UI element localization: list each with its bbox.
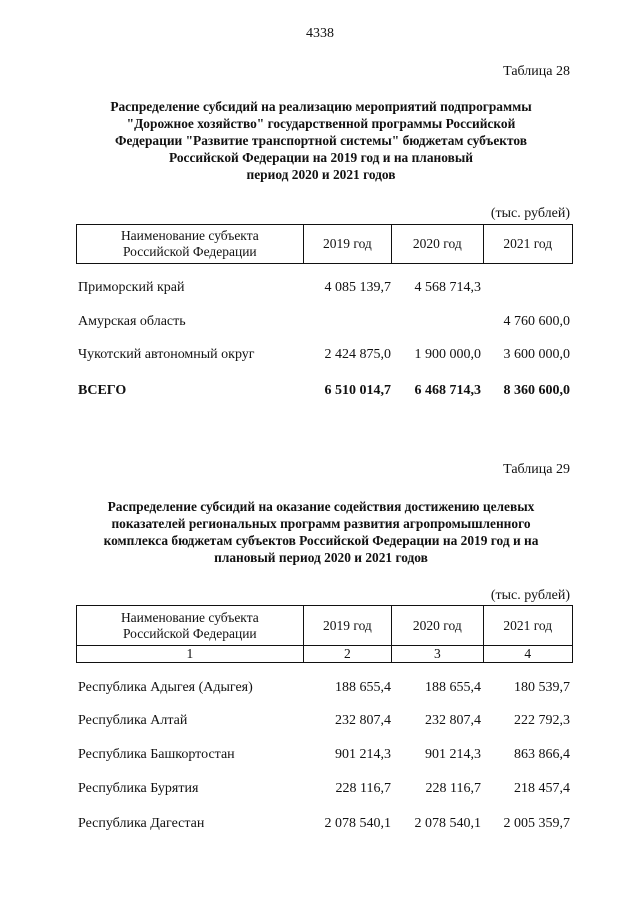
row-value-2020: 4 568 714,3 bbox=[414, 280, 481, 295]
table-29-title bbox=[70, 498, 572, 566]
title-line: комплекса бюджетам субъектов Российской Федерации на 2019 год и на bbox=[103, 533, 539, 548]
header-2019: 2019 год bbox=[303, 225, 391, 264]
col-number: 4 bbox=[483, 646, 572, 663]
row-value-2021: 863 866,4 bbox=[514, 747, 570, 762]
table-29-units: (тыс. рублей) bbox=[490, 588, 570, 603]
table-28-units: (тыс. рублей) bbox=[490, 206, 570, 221]
page-number: 4338 bbox=[306, 26, 334, 41]
header-2020: 2020 год bbox=[392, 225, 483, 264]
table-28-label: Таблица 28 bbox=[503, 64, 570, 79]
title-line: плановый период 2020 и 2021 годов bbox=[214, 550, 428, 565]
table-29-header bbox=[76, 605, 573, 663]
row-value-2021: 180 539,7 bbox=[514, 680, 570, 695]
row-name: Республика Дагестан bbox=[78, 816, 205, 831]
row-name: Республика Бурятия bbox=[78, 781, 199, 796]
header-2021: 2021 год bbox=[483, 606, 572, 646]
row-value-2019: 2 078 540,1 bbox=[324, 816, 391, 831]
row-value-2019: 228 116,7 bbox=[335, 781, 391, 796]
title-line: Распределение субсидий на оказание содействия достижению целевых bbox=[107, 499, 535, 514]
title-line: Распределение субсидий на реализацию мероприятий подпрограммы bbox=[110, 99, 532, 114]
row-name: Республика Башкортостан bbox=[78, 747, 235, 762]
row-value-2020: 901 214,3 bbox=[425, 747, 481, 762]
title-line: период 2020 и 2021 годов bbox=[246, 167, 396, 182]
table-28-title bbox=[70, 98, 572, 183]
total-value-2021: 8 360 600,0 bbox=[503, 383, 570, 398]
table-row bbox=[78, 747, 572, 765]
row-value-2020: 1 900 000,0 bbox=[414, 347, 481, 362]
header-name-line: Наименование субъекта bbox=[120, 228, 259, 243]
title-line: Российской Федерации на 2019 год и на плановый bbox=[168, 150, 473, 165]
row-name: Республика Адыгея (Адыгея) bbox=[78, 680, 253, 695]
total-value-2019: 6 510 014,7 bbox=[324, 383, 391, 398]
table-29-label: Таблица 29 bbox=[503, 462, 570, 477]
header-name-line: Российской Федерации bbox=[123, 625, 257, 641]
row-value-2021: 2 005 359,7 bbox=[503, 816, 570, 831]
row-value-2020: 232 807,4 bbox=[425, 713, 481, 728]
table-row bbox=[78, 816, 572, 834]
table-row bbox=[78, 314, 572, 332]
row-value-2021: 3 600 000,0 bbox=[503, 347, 570, 362]
row-name: Чукотский автономный округ bbox=[78, 347, 255, 362]
row-value-2019: 188 655,4 bbox=[335, 680, 391, 695]
header-2019: 2019 год bbox=[303, 606, 391, 646]
row-value-2020: 2 078 540,1 bbox=[414, 816, 481, 831]
row-value-2020: 228 116,7 bbox=[425, 781, 481, 796]
row-value-2019: 4 085 139,7 bbox=[324, 280, 391, 295]
table-row bbox=[78, 781, 572, 799]
row-name: Республика Алтай bbox=[78, 713, 188, 728]
table-row bbox=[78, 280, 572, 298]
col-number: 3 bbox=[392, 646, 483, 663]
title-line: Федерации "Развитие транспортной системы" бюджетам субъектов bbox=[114, 133, 528, 148]
header-2020: 2020 год bbox=[392, 606, 483, 646]
row-value-2021: 222 792,3 bbox=[514, 713, 570, 728]
row-name: Амурская область bbox=[78, 314, 186, 329]
row-value-2019: 901 214,3 bbox=[335, 747, 391, 762]
title-line: показателей региональных программ развития агропромышленного bbox=[111, 516, 531, 531]
col-number: 1 bbox=[77, 646, 304, 663]
row-value-2019: 2 424 875,0 bbox=[324, 347, 391, 362]
row-value-2020: 188 655,4 bbox=[425, 680, 481, 695]
total-value-2020: 6 468 714,3 bbox=[414, 383, 481, 398]
col-number: 2 bbox=[303, 646, 391, 663]
header-name-line: Наименование субъекта bbox=[120, 609, 259, 625]
header-name bbox=[77, 606, 304, 646]
table-28-header bbox=[76, 224, 573, 264]
header-2021: 2021 год bbox=[483, 225, 572, 264]
row-value-2021: 218 457,4 bbox=[514, 781, 570, 796]
row-value-2021: 4 760 600,0 bbox=[503, 314, 570, 329]
table-row bbox=[78, 347, 572, 365]
header-name bbox=[77, 225, 304, 264]
total-row bbox=[78, 383, 572, 401]
row-value-2019: 232 807,4 bbox=[335, 713, 391, 728]
table-row bbox=[78, 680, 572, 698]
title-line: "Дорожное хозяйство" государственной программы Российской bbox=[126, 116, 516, 131]
row-name: Приморский край bbox=[78, 280, 185, 295]
table-row bbox=[78, 713, 572, 731]
header-name-line: Российской Федерации bbox=[123, 244, 257, 259]
total-label: ВСЕГО bbox=[78, 383, 127, 398]
